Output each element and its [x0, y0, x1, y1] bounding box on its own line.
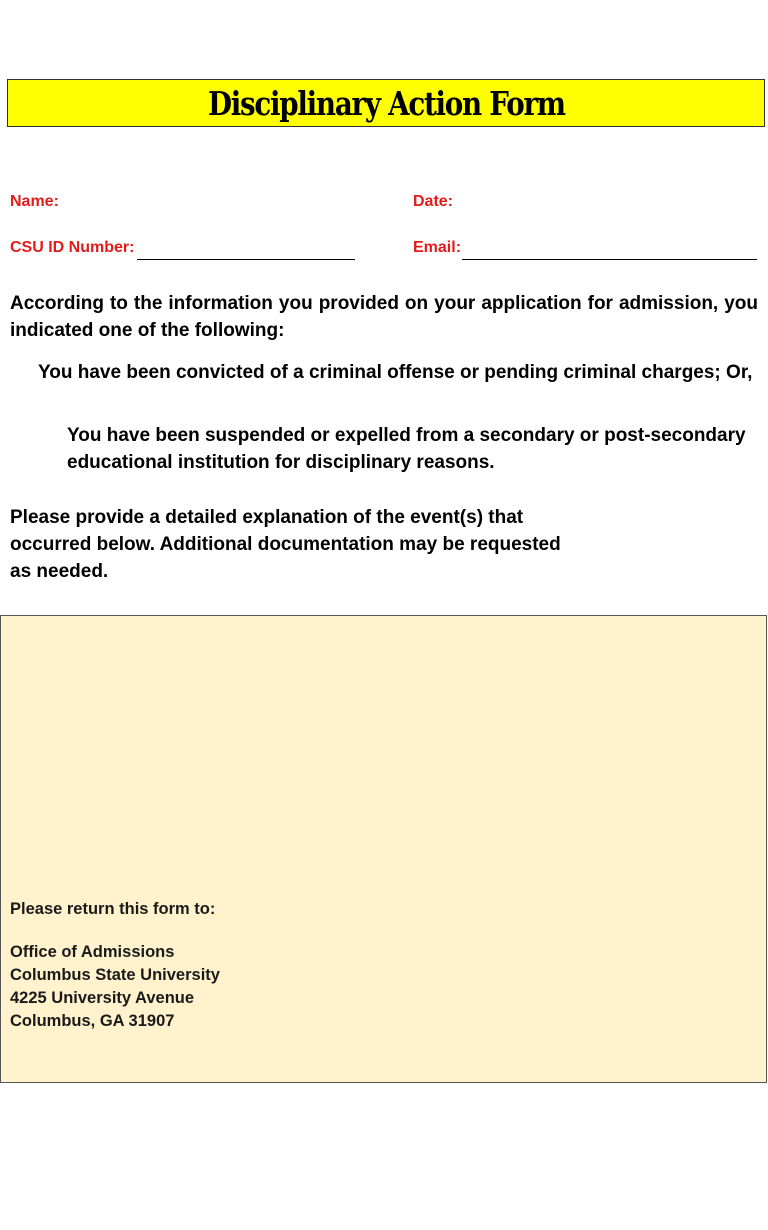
- return-heading: Please return this form to:: [10, 900, 216, 918]
- option-criminal-offense: You have been convicted of a criminal offense or pending criminal charges; Or,: [38, 362, 753, 383]
- return-street: 4225 University Avenue: [10, 989, 195, 1007]
- email-input-line[interactable]: [462, 259, 757, 260]
- return-university: Columbus State University: [10, 966, 220, 984]
- csu-id-input-line[interactable]: [137, 259, 355, 260]
- form-title-banner: [7, 79, 765, 127]
- date-label: Date:: [413, 193, 454, 210]
- instructions-line-3: as needed.: [10, 561, 109, 582]
- return-city: Columbus, GA 31907: [10, 1012, 175, 1030]
- name-label: Name:: [10, 193, 59, 210]
- return-office: Office of Admissions: [10, 943, 175, 961]
- form-title: Disciplinary Action Form: [207, 83, 565, 123]
- csu-id-label: CSU ID Number:: [10, 239, 135, 256]
- email-label: Email:: [413, 239, 462, 256]
- instructions-paragraph: [10, 504, 730, 585]
- option-suspension: You have been suspended or expelled from a secondary or post-secondary educational institution for disciplinary reasons.: [67, 425, 746, 473]
- intro-paragraph: According to the information you provided on your application for admission, you indicated one of the following:: [10, 293, 758, 341]
- instructions-line-1: Please provide a detailed explanation of the event(s) that: [10, 507, 524, 528]
- instructions-line-2: occurred below. Additional documentation may be requested: [10, 534, 561, 555]
- return-address-block: [10, 898, 220, 1033]
